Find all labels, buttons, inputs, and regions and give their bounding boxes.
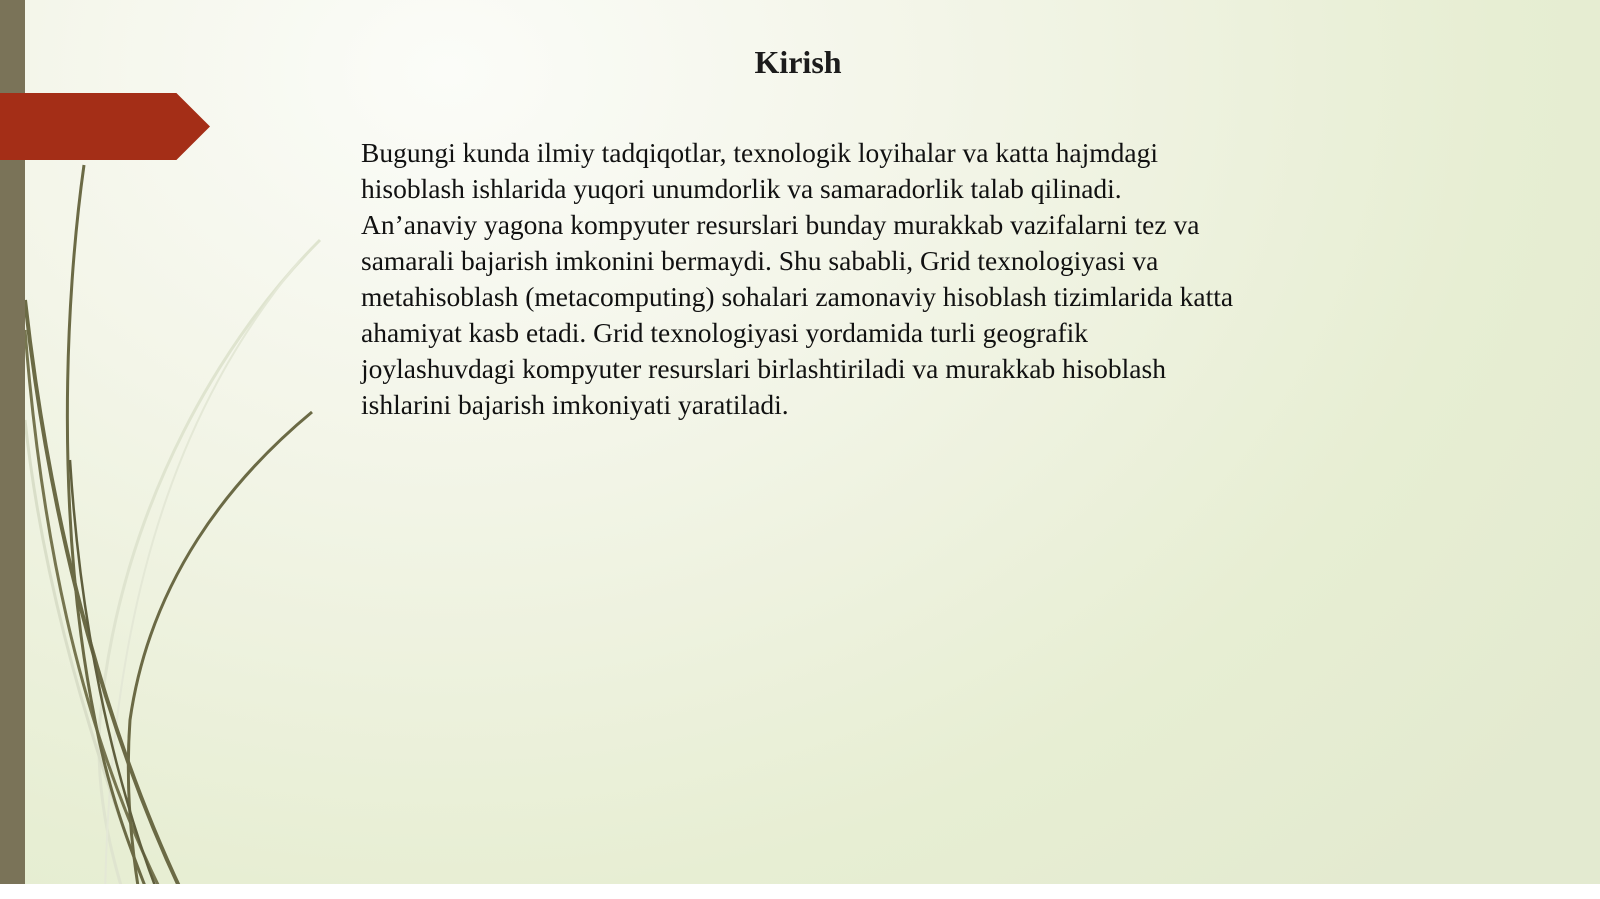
red-arrow-tag bbox=[0, 93, 210, 160]
slide-body-text: Bugungi kunda ilmiy tadqiqotlar, texnologik loyihalar va katta hajmdagi hisoblash ishlarida yuqori unumdorlik va samaradorlik talab qilinadi. An’anaviy yagona kompyuter resurslari bunday murakkab vazifalarni tez va samarali bajarish imkonini bermaydi. Shu sababli, Grid texnologiyasi va metahisoblash (metacomputing) sohalari zamonaviy hisoblash tizimlarida katta ahamiyat kasb etadi. Grid texnologiyasi yordamida turli geografik joylashuvdagi kompyuter resurslari birlashtiriladi va murakkab hisoblash ishlarini bajarish imkoniyati yaratiladi. bbox=[361, 137, 1234, 420]
slide-title bbox=[0, 44, 1600, 81]
slide-title-text: Kirish bbox=[754, 44, 842, 80]
bottom-strip bbox=[0, 884, 1600, 899]
